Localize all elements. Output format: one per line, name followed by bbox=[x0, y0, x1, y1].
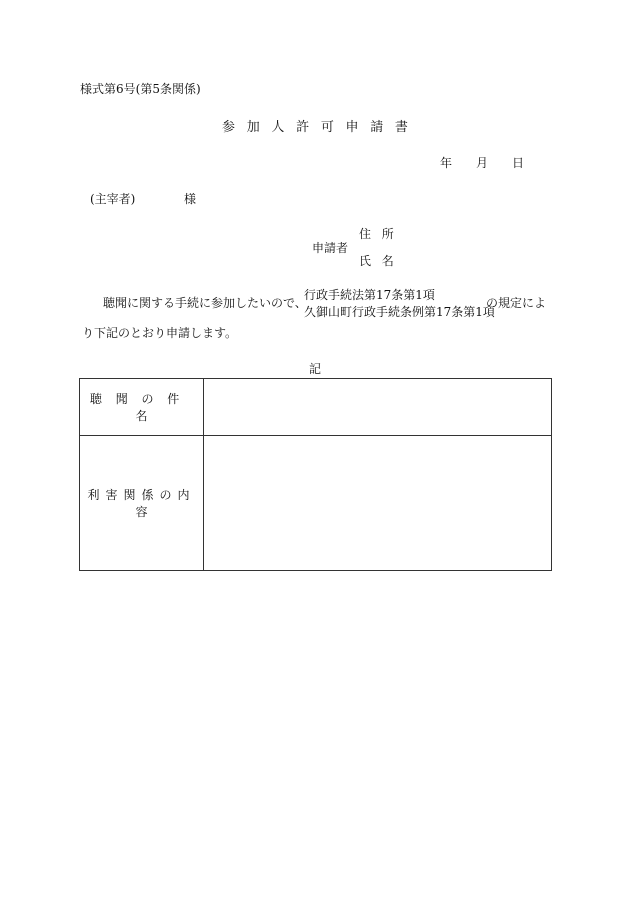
law-option-local: 久御山町行政手続条例第17条第1項 bbox=[304, 305, 495, 319]
name-label: 氏名 bbox=[359, 254, 405, 268]
ki-heading: 記 bbox=[308, 362, 321, 376]
addressee-honorific: 様 bbox=[184, 192, 197, 206]
application-table bbox=[79, 378, 552, 571]
body-text-lead: 聴聞に関する手続に参加したいので、 bbox=[103, 296, 307, 310]
applicant-label: 申請者 bbox=[312, 241, 349, 255]
page-title: 参加人許可申請書 bbox=[222, 120, 420, 135]
interest-label: 利害関係の内容 bbox=[87, 488, 196, 519]
interest-label-cell bbox=[80, 436, 204, 571]
body-text-line2: り下記のとおり申請します。 bbox=[82, 326, 238, 340]
date-day-label: 日 bbox=[512, 156, 525, 170]
law-option-national: 行政手続法第17条第1項 bbox=[304, 288, 435, 302]
form-number: 様式第6号(第5条関係) bbox=[80, 82, 201, 96]
body-text-tail: の規定によ bbox=[486, 296, 547, 310]
interest-field[interactable] bbox=[204, 436, 552, 571]
addressee-organizer: (主宰者) bbox=[90, 192, 136, 206]
hearing-subject-field[interactable] bbox=[204, 379, 552, 436]
date-month-label: 月 bbox=[476, 156, 489, 170]
table-row bbox=[80, 436, 552, 571]
date-year-label: 年 bbox=[440, 156, 453, 170]
table-row bbox=[80, 379, 552, 436]
hearing-subject-label-cell bbox=[80, 379, 204, 436]
address-label: 住所 bbox=[359, 227, 405, 241]
hearing-subject-label: 聴聞の件名 bbox=[89, 392, 194, 423]
